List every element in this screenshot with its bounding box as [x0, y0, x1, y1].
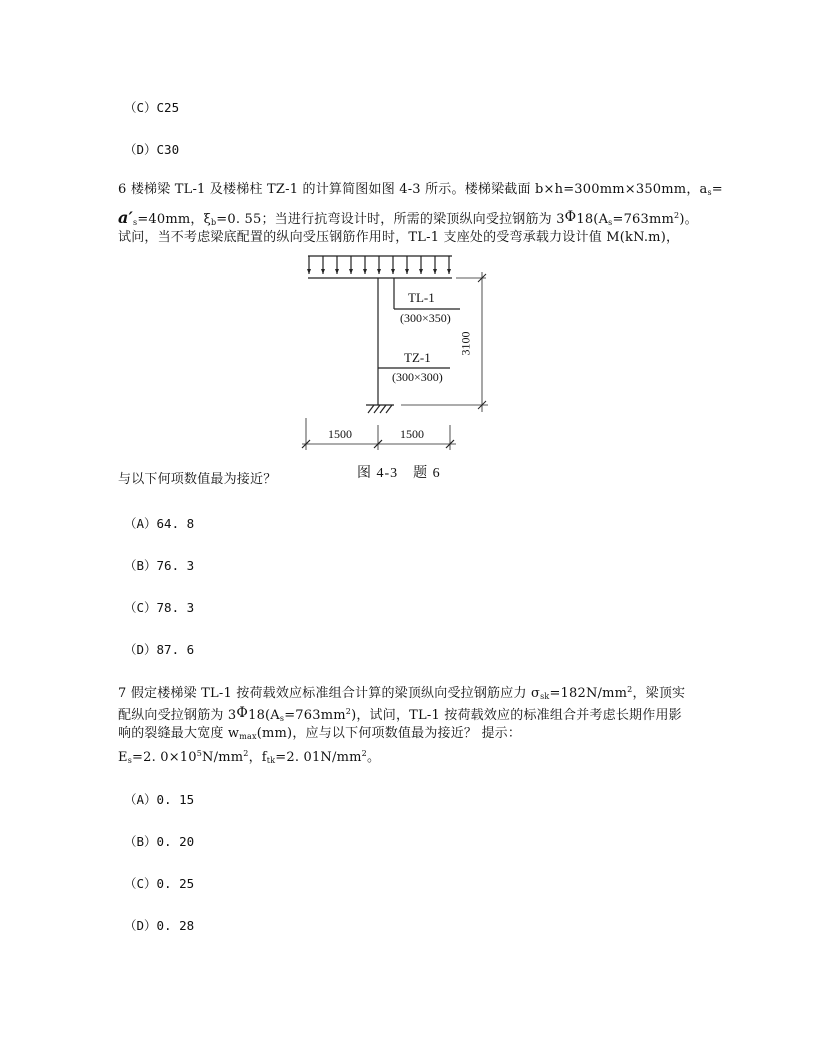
q6-line-2 [118, 208, 698, 231]
figure-4-3 [296, 250, 506, 490]
option-value: 76. 3 [156, 558, 195, 573]
text: ，f [248, 750, 267, 765]
option-value: 0. 15 [156, 792, 195, 807]
subscript: s [707, 188, 712, 197]
right-span-dimension: 1500 [400, 427, 424, 441]
q7-option-d [124, 916, 194, 934]
text: 假定楼梯梁 TL-1 按荷载效应标准组合计算的梁顶纵向受拉钢筋应力 σ [130, 686, 541, 701]
beam-label: TL-1 [408, 290, 435, 305]
text: (mm)，应与以下何项数值最为接近？ 提示： [256, 726, 522, 741]
option-label: （A） [124, 516, 157, 531]
option-value: 0. 25 [156, 876, 195, 891]
text: 响的裂缝最大宽度 w [118, 726, 240, 741]
q7-option-b [124, 832, 194, 850]
option-label: （A） [124, 792, 157, 807]
option-d-prev [124, 140, 179, 158]
question-number: 6 [118, 182, 127, 197]
option-value: 87. 6 [156, 642, 195, 657]
text: ，梁顶实 [632, 686, 686, 701]
superscript: 2 [627, 685, 633, 694]
a-prime-symbol: a′ [118, 208, 133, 227]
q6-option-c [124, 598, 194, 616]
q7-option-a [124, 790, 194, 808]
option-value: C30 [156, 142, 180, 157]
q6-option-a [124, 514, 194, 532]
question-number: 7 [118, 686, 127, 701]
q6-line-3: 试问，当不考虑梁底配置的纵向受压钢筋作用时，TL-1 支座处的受弯承载力设计值 M(kN.m)， [118, 230, 680, 245]
q6-line-1 [118, 182, 723, 201]
option-value: 64. 8 [156, 516, 195, 531]
subscript: tk [266, 756, 276, 765]
subscript: s [279, 714, 285, 723]
option-value: 0. 28 [156, 918, 195, 933]
text: 18(A [248, 708, 280, 723]
superscript: 2 [243, 749, 249, 758]
superscript: 2 [345, 707, 352, 716]
subscript: max [239, 732, 257, 741]
option-value: 78. 3 [156, 600, 195, 615]
text: = [711, 182, 723, 197]
left-span-dimension: 1500 [328, 427, 352, 441]
q6-line-4: 与以下何项数值最为接近？ [118, 472, 277, 487]
text: =763mm [612, 212, 675, 227]
q6-option-d [124, 640, 194, 658]
text: =40mm，ξ [137, 212, 211, 227]
text: N/mm [202, 750, 244, 765]
subscript: s [133, 218, 138, 227]
option-label: （D） [124, 142, 157, 157]
text: 。 [366, 750, 381, 765]
q7-line-4 [118, 746, 380, 769]
subscript: b [210, 218, 217, 227]
column-label: TZ-1 [404, 350, 431, 365]
height-dimension: 3100 [458, 331, 473, 356]
option-label: （B） [124, 834, 157, 849]
superscript: 5 [196, 749, 203, 758]
q7-line-1 [118, 682, 685, 705]
text: =2. 01N/mm [275, 750, 362, 765]
rebar-grade-icon: Φ [236, 705, 249, 721]
text: E [118, 750, 128, 765]
figure-caption: 图 4-3 题 6 [357, 466, 441, 481]
option-label: （C） [124, 100, 157, 115]
text: =2. 0×10 [132, 750, 197, 765]
subscript: s [127, 756, 133, 765]
option-value: 0. 20 [156, 834, 195, 849]
option-label: （B） [124, 558, 157, 573]
q7-line-3 [118, 726, 521, 745]
subscript: s [608, 218, 613, 227]
option-label: （D） [124, 642, 157, 657]
beam-size: (300×350) [400, 311, 451, 325]
option-label: （C） [124, 600, 157, 615]
superscript: 2 [361, 749, 367, 758]
text: )，试问，TL-1 按荷载效应的标准组合并考虑长期作用影 [351, 708, 682, 723]
text: 配纵向受拉钢筋为 3 [118, 708, 237, 723]
option-c-prev [124, 98, 179, 116]
q7-line-2 [118, 704, 682, 727]
text: =763mm [284, 708, 346, 723]
q7-option-c [124, 874, 194, 892]
subscript: sk [540, 692, 550, 701]
rebar-grade-icon: Φ [564, 209, 577, 225]
option-label: （C） [124, 876, 157, 891]
superscript: 2 [674, 211, 680, 220]
q6-option-b [124, 556, 194, 574]
text: )。 [679, 212, 698, 227]
option-label: （D） [124, 918, 157, 933]
text: 18(A [576, 212, 609, 227]
text: =0. 55；当进行抗弯设计时，所需的梁顶纵向受拉钢筋为 3 [216, 212, 565, 227]
text: =182N/mm [549, 686, 628, 701]
column-size: (300×300) [392, 370, 443, 384]
text: 楼梯梁 TL-1 及楼梯柱 TZ-1 的计算简图如图 4-3 所示。楼梯梁截面 b×h=300mm×350mm，a [130, 182, 708, 197]
option-value: C25 [156, 100, 180, 115]
